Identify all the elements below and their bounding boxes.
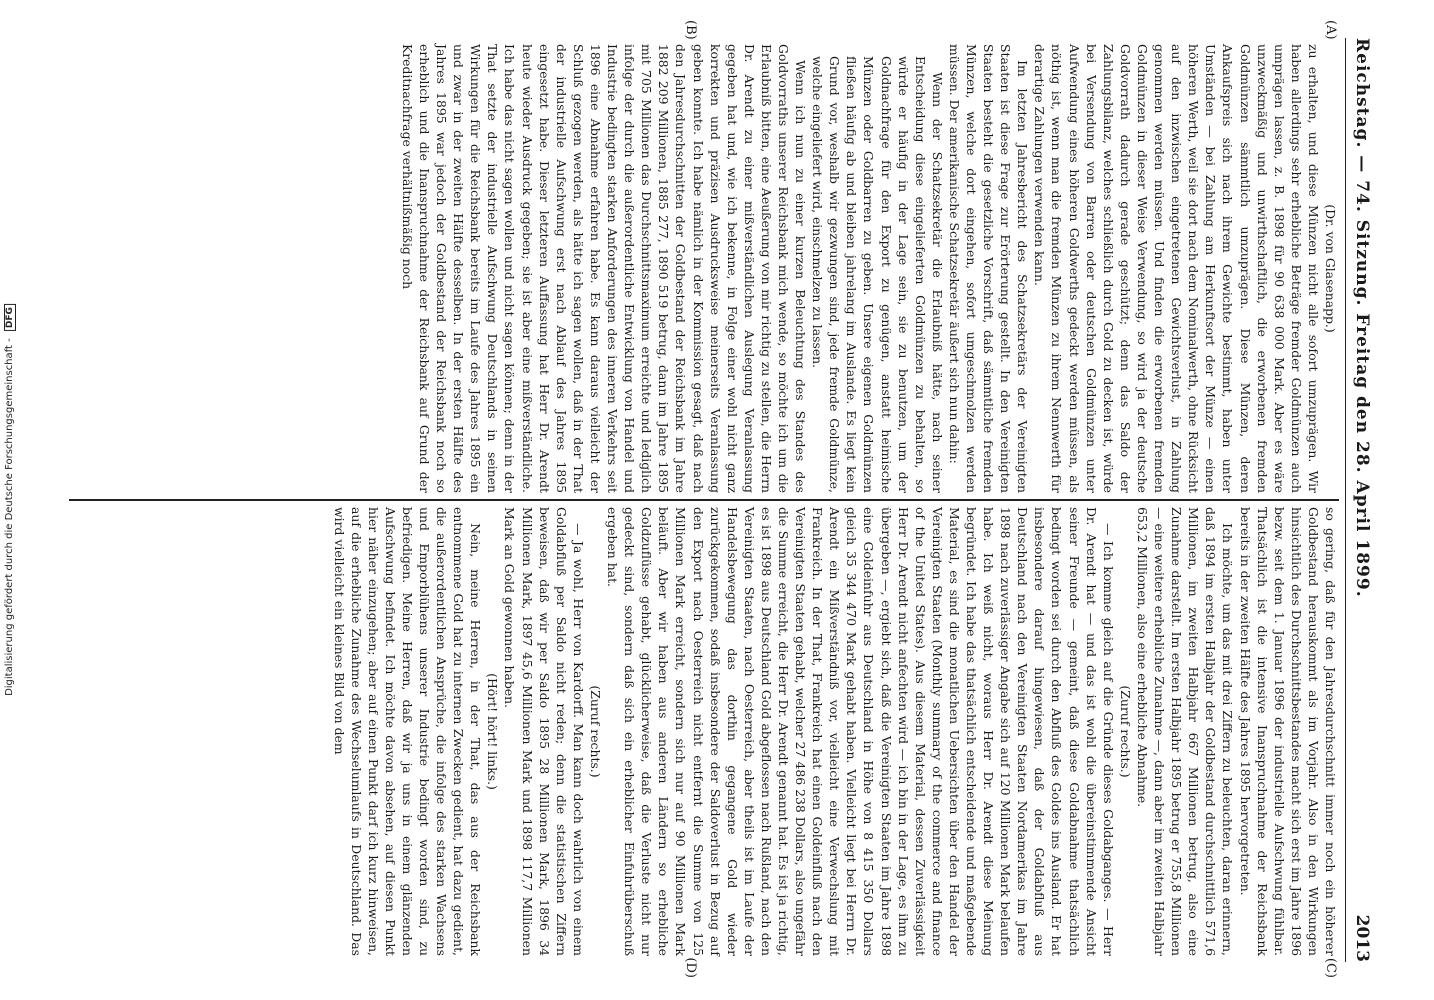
paragraph: Ich möchte, um das mit drei Ziffern zu beleuchten, daran erinnern, daß 1894 im ersten Halbjahr der Goldbestand durchschnittlich 571,6 Millionen, im zweiten Halbjahr 667 Millionen betrug, also eine Zunahme darstellt. Im ersten Halbjahr 1895 betrug er 755,8 Millionen — eine weitere erhebliche Zunahme —, dann aber im zweiten Halbjahr 653,2 Millionen, also eine erhebliche Abnahme. bbox=[1134, 507, 1236, 956]
paragraph: — Ich komme gleich auf die Gründe dieses Goldabganges. — Herr Dr. Arendt hat — und das ist wohl die übereinstimmende Ansicht seiner Freunde — gemeint, daß diese Goldabnahme thatsächlich bedingt worden sei durch den Abfluß des Goldes ins Ausland. Er hat insbesondere darauf hingewiesen, daß der Goldabfluß aus Deutschland nach den Vereinigten Staaten Nordamerikas im Jahre 1898 nach zuverlässiger Angabe sich auf 120 Millionen Mark belaufen habe. Ich weiß nicht, woraus Herr Dr. Arendt diese Meinung begründet. Ich habe das thatsächlich entscheidende und maßgebende Material, es sind die monatlichen Uebersichten über den Handel der Vereinigten Staaten (Monthly summary of the commerce and finance of the United States). Aus diesem Material, dessen Zuverlässigkeit Herr Dr. Arendt nicht anfechten wird — ich bin in der Lage, es ihm zu übergeben —, ergiebt sich, daß die Vereinigten Staaten im Jahre 1898 eine Goldeinfuhr aus Deutschland in Höhe von 8 415 350 Dollars gleich 35 344 470 Mark gehabt haben. Vielleicht liegt bei Herrn Dr. Arendt ein Mißverständniß vor, vielleicht eine Verwechslung mit Frankreich. In der That, Frankreich hat einen Goldeinfluß nach den Vereinigten Staaten gehabt, welcher 27 486 238 Dollars, also ungefähr die Summe erreicht, die Herr Dr. Arendt genannt hat. Es ist ja richtig, es ist 1898 aus Deutschland Gold abgeflossen nach Rußland, nach den Vereinigten Staaten, nach Oesterreich, aber theils ist im Laufe der Handelsbewegung das dorthin gegangene Gold wieder zurückgekommen, sodaß insbesondere der Saldoverlust in Bezug auf den Export nach Oesterreich nicht entfernt die Summe von 125 Millionen Mark erreicht, sondern sich nur auf 90 Millionen Mark beläuft. Aber wir haben aus anderen Ländern so erhebliche Goldzuflüsse gehabt, glücklicherweise, daß die Verluste nicht nur gedeckt sind, sondern daß sich ein erheblicher Einfuhrüberschuß ergeben hat. bbox=[605, 507, 1116, 956]
paragraph: Nein, meine Herren, in der That, das aus der Reichsbank entnommene Gold hat zu internen Zwecken gedient, hat dazu gedient, die außerordentlichen Ansprüche, die infolge des starken Wachsens und Emporblühens unserer Industrie bedingt worden sind, zu befriedigen. Meine Herren, daß wir ja uns in einem glänzenden Aufschwung befindet. Ich möchte davon absehen, auf diesen Punkt hier näher einzugehen; aber auf einen Punkt darf ich kurz hinweisen, auf die erhebliche Zunahme des Wechselumlaufs in Deutschland. Das wird vielleicht ein kleines Bild von dem bbox=[331, 507, 484, 956]
page-number: 2013 bbox=[1352, 914, 1372, 962]
text-columns bbox=[69, 20, 1339, 978]
paragraph: zu erhalten, und diese Münzen nicht alle sofort umzuprägen. Wir haben allerdings sehr erhebliche Beträge fremder Goldmünzen auch umprägen lassen, z. B. 1898 für 90 638 000 Mark. Aber es wäre unzweckmäßig und unwirthschaftlich, die erworbenen fremden Goldmünzen sämmtlich umzuprägen. Diese Münzen, deren Ankaufspreis sich nach ihrem Gewichte bestimmt, haben unter Umständen — bei Zahlung am Herkunftsort der Münze — einen höheren Werth, weil sie dort nach dem Nominalwerth, ohne Rücksicht auf den inzwischen eingetretenen Gewichtsverlust, in Zahlung genommen werden müssen. Und finden die erworbenen fremden Goldmünzen in dieser Weise Verwendung, so wird ja der deutsche Goldvorrath dadurch gerade geschützt; denn das Saldo der Zahlungsbilanz, welches schließlich durch Gold zu decken ist, würde bei Versendung von Barren oder deutschen Goldmünzen unter Aufwendung eines höheren Goldwerths gedeckt werden müssen, als nöthig ist, wenn man die fremden Münzen zu ihrem Nennwerth für derartige Zahlungen verwenden kann. bbox=[1032, 44, 1321, 493]
interjection: (Zuruf rechts.) bbox=[1117, 685, 1133, 778]
quotation: Wenn der Schatzsekretär die Erlaubniß hätte, nach seiner Entscheidung diese eingelieferten Goldmünzen zu behalten, so würde er häufig in der Lage sein, sie zu benutzen, um der Goldnachfrage für den Export zu genügen, anstatt heimische Münzen oder Goldbarren zu geben. Unsere eigenen Goldmünzen fließen häufig ab und bleiben jahrelang im Auslande. Es liegt kein Grund vor, weshalb wir gezwungen sind, jede fremde Goldmünze, welche eingeliefert wird, einschmelzen zu lassen. bbox=[810, 56, 945, 493]
interjection: (Zuruf rechts.) bbox=[587, 685, 603, 778]
paragraph: so gering, daß für den Jahresdurchschnitt immer noch ein höherer Goldbestand herauskommt als im Vorjahr. Also in den Wirkungen hinsichtlich des Durchschnittsbestandes macht sich erst im Jahre 1896 bezw. seit dem 1. Januar 1896 der industrielle Aufschwung fühlbar. Thatsächlich ist die intensive Inanspruchnahme der Reichsbank bereits in der zweiten Hälfte des Jahres 1895 hervorgetreten. bbox=[1237, 507, 1338, 956]
paragraph: — Ja wohl, Herr von Kardorff. Man kann doch wahrlich von einem Goldabfluß per Saldo nicht reden; denn die statistischen Ziffern beweisen, daß wir per Saldo 1895 28 Millionen Mark, 1896 34 Millionen Mark, 1897 45,6 Millionen Mark und 1898 117,7 Millionen Mark an Gold gewonnen haben. bbox=[502, 507, 586, 956]
interjection: (Hört! hört! links.) bbox=[485, 673, 501, 790]
dfg-logo: DFG bbox=[4, 304, 16, 331]
right-column bbox=[69, 501, 1339, 978]
margin-marker-d: (D) bbox=[683, 957, 698, 978]
paragraph: Im letzten Jahresbericht des Schatzsekretärs der Vereinigten Staaten ist diese Frage zur Erörterung gestellt. In den Vereinigten Staaten besteht die gesetzliche Vorschrift, daß sämmtliche fremden Münzen, welche dort eingehen, sofort umgeschmolzen werden müssen. Der amerikanische Schatzsekretär äußert sich nun dahin: bbox=[946, 44, 1031, 493]
page-header bbox=[1345, 38, 1372, 962]
funding-strip bbox=[0, 0, 20, 1000]
speaker-name: (Dr. von Glasenapp.) bbox=[1323, 204, 1338, 333]
funding-note bbox=[4, 304, 16, 696]
margin-marker-c: (C) bbox=[1323, 957, 1338, 978]
scanned-page bbox=[52, 20, 1382, 980]
margin-marker-a: (A) bbox=[1323, 20, 1338, 40]
margin-marker-b: (B) bbox=[683, 20, 698, 40]
running-title: Reichstag. — 74. Sitzung. Freitag den 28. April 1899. bbox=[1352, 38, 1372, 598]
paragraph: Wenn ich nun zu einer kurzen Beleuchtung des Standes des Goldvorraths unserer Reichsbank mich wende, so möchte ich um die Erlaubniß bitten, eine Aeußerung von mir richtig zu stellen, die Herrn Dr. Arendt zu einer mißverständlichen Auslegung Veranlassung gegeben hat und, wie ich bekenne, in Folge einer wohl nicht ganz korrekten und präzisen Ausdrucksweise meinerseits Veranlassung geben konnte. Ich habe nämlich in der Kommission gesagt, daß nach den Jahresdurchschnitten der Goldbestand der Reichsbank im Jahre 1882 209 Millionen, 1885 277, 1890 519 betrug, dann im Jahre 1895 mit 705 Millionen das Durchschnittsmaximum erreichte und lediglich infolge der durch die außerordentliche Entwicklung von Handel und Industrie bedingten starken Anforderungen des inneren Verkehrs seit 1896 eine Abnahme erfahren habe. Es kann daraus vielleicht der Schluß gezogen werden, als hätte ich sagen wollen, daß in der That der industrielle Aufschwung erst nach Ablauf des Jahres 1895 eingesetzt habe. Dieser letzteren Auffassung hat Herr Dr. Arendt heute wieder Ausdruck gegeben; sie ist aber eine mißverständliche. Ich habe das nicht sagen wollen und nicht sagen können; denn in der That setzte der industrielle Aufschwung Deutschlands in seinen Wirkungen für die Reichsbank bereits im Laufe des Jahres 1895 ein und zwar in der zweiten Hälfte desselben. In der ersten Hälfte des Jahres 1895 war jedoch der Goldbestand der Reichsbank noch so erheblich und die Inanspruchnahme der Reichsbank auf Grund der Kreditnachfrage verhältnißmäßig noch bbox=[399, 44, 809, 493]
left-column bbox=[69, 20, 1339, 499]
funding-text: Digitalisierung gefördert durch die Deutsche Forschungsgemeinschaft - bbox=[4, 338, 15, 696]
